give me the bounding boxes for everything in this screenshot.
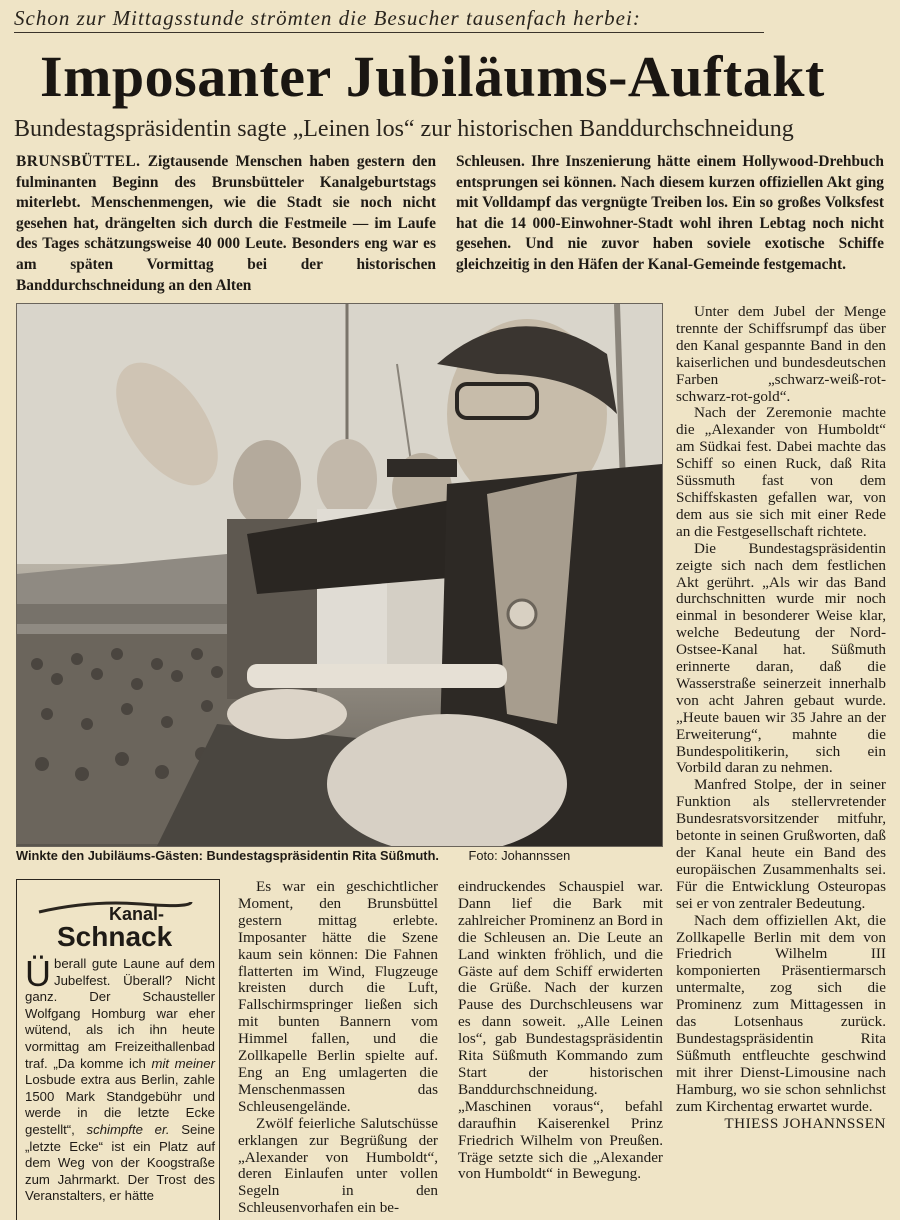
paragraph: Manfred Stolpe, der in seiner Funktion als stellervretender Bundesratsvorsitzender mitfuhr, betonte in seinen Grußworten, daß der Kanal heute ein Band des europäischen Zusammenhalts sei. Für die Entwicklung Osteuropas sei er von zentraler Bedeutung. [676,776,886,912]
box-text-part: berall gute Laune auf dem Jubelfest. Überall? Nicht ganz. Der Schausteller Wolfgang Homburg war eher wütend, als ich ihn heute vormittag am Freizeithallenbad traf. „Da komme ich [25,956,215,1071]
column-right [676,304,886,1132]
paragraph: Unter dem Jubel der Menge trennte der Schiffsrumpf das über den Kanal gespannte Band in den kaiserlichen und bundesdeutschen Farben „schwarz-weiß-rot-schwarz-rot-gold“. [676,303,886,405]
lead-right: Schleusen. Ihre Inszenierung hätte einem Hollywood-Drehbuch entsprungen sei können. Nach diesem kurzen offiziellen Akt ging mit Volldampf das vergnügte Treiben los. Ein so großes Volksfest hat die 14 000-Einwohner-Stadt wohl ihren Lebtag noch nicht gesehen. Und nie zuvor haben soviele exotische Schiffe gleichzeitig in den Häfen der Kanal-Gemeinde festgemacht. [456,153,884,273]
byline: THIESS JOHANNSSEN [724,1114,886,1132]
kanal-schnack-text [25,953,215,1205]
box-text-part: Losbude extra aus Berlin, zahle 1500 Mark Standgebühr und werde in die letzte Ecke gestellt“, [25,1072,215,1137]
headline: Imposanter Jubiläums-Auftakt [40,44,825,109]
paragraph: Es war ein geschichtlicher Moment, den Brunsbüttel gestern mittag erlebte. Imposanter hätte die Szene kaum sein können: Die Fahnen flatterten im Wind, Flugzeuge kreisten durch die Luft, Fallschirmspringer ließen sich mit bunten Bannern vom Himmel fallen, und die Zollkapelle Berlin spielte auf. Eng an Eng umlagerten die Menschenmassen das Schleusengelände. [238,878,438,1115]
paragraph: Zwölf feierliche Salutschüsse erklangen zur Begrüßung der „Alexander von Humboldt“, deren Einlaufen unter vollen Segeln in den Schleusenvorhafen ein be- [238,1114,438,1217]
photo-credit: Foto: Johannssen [468,848,571,863]
kicker: Schon zur Mittagsstunde strömten die Besucher tausenfach herbei: [14,6,764,33]
box-text-part: Seine „letzte Ecke“ ist ein Platz auf dem Weg von der Koogstraße zum Jahrmarkt. Der Trost des Veranstalters, er hätte [25,1121,215,1204]
logo-top-text: Kanal- [109,904,165,924]
paragraph: Die Bundestagspräsidentin zeigte sich nach dem festlichen Akt gerührt. „Als wir das Band durchschnitten wurde mir noch einmal in besonderer Weise klar, welche Bedeutung der Nord-Ostsee-Kanal hat. Süßmuth erinnerte daran, daß die Wasserstraße seinerzeit innerhalb von acht Jahren gebaut wurde. „Heute bauen wir 35 Jahre an der Erweiterung“, mahnte die Bundespolitikerin, sich ein Vorbild daran zu nehmen. [676,539,886,777]
lead-left-text: Zigtausende Menschen haben gestern den fulminanten Beginn des Brunsbütteler Kanalgeburtstags miterlebt. Menschenmengen, wie die Stadt sie noch nicht gesehen hat, drängelten sich durch die Festmeile — im Laufe des Tages schätzungsweise 40 000 Leute. Besonders eng war es am späten Vormittag bei der historischen Banddurchschneidung an den Alten [16,153,436,294]
column-a [238,879,438,1217]
column-b [458,879,663,1183]
dateline: BRUNSBÜTTEL. [16,153,141,170]
photo-caption [16,848,661,863]
caption-text: Winkte den Jubiläums-Gästen: Bundestagspräsidentin Rita Süßmuth. [16,848,439,863]
news-photo [16,303,663,847]
logo-bottom-text: Schnack [57,921,173,952]
subhead: Bundestagspräsidentin sagte „Leinen los“ zur historischen Banddurchschneidung [14,116,794,142]
paragraph: Nach der Zeremonie machte die „Alexander von Humboldt“ am Südkai fest. Dabei machte das Schiff so einen Ruck, daß Rita Süssmuth fast von dem Schiffskasten gefallen war, von dem aus sie sich mit einer Rede an die Festgesellschaft richtete. [676,404,886,540]
paragraph: eindruckendes Schauspiel war. Dann lief die Bark mit zahlreicher Prominenz an Bord in die Schleusen an. Die Leute an Land winkten fröhlich, und die Gäste auf dem Schiff erwiderten die Grüße. Nach der kurzen Pause des Durchschleusens war es dann soweit. „Alle Leinen los“, gab Bundestagspräsidentin Rita Süßmuth Kommando zum Start der historischen Banddurchschneidung. „Maschinen voraus“, befahl daraufhin Kaiserenkel Prinz Friedrich Wilhelm von Preußen. Träge setzte sich die „Alexander von Humboldt“ in Bewegung. [458,878,663,1183]
box-text-italic: mit meiner [151,1055,215,1071]
dropcap: Ü [25,953,51,994]
box-text-italic: schimpfte er. [86,1121,170,1137]
paragraph: Nach dem offiziellen Akt, die Zollkapelle Berlin mit dem von Friedrich Wilhelm III komponierten Präsentiermarsch untermalte, zog sich die Prominenz zum Mittagessen in das Lotsenhaus zurück. Bundestagspräsidentin Rita Süßmuth entfleuchte geschwind mit ihrer Dienst-Limousine nach Hamburg, wo sie schon sehnlichst zum Kirchentag erwartet wurde. [676,911,886,1115]
photo-illustration [17,304,662,846]
kanal-schnack-logo [31,892,201,952]
lead-left [16,152,436,296]
kanal-schnack-box [16,879,220,1220]
